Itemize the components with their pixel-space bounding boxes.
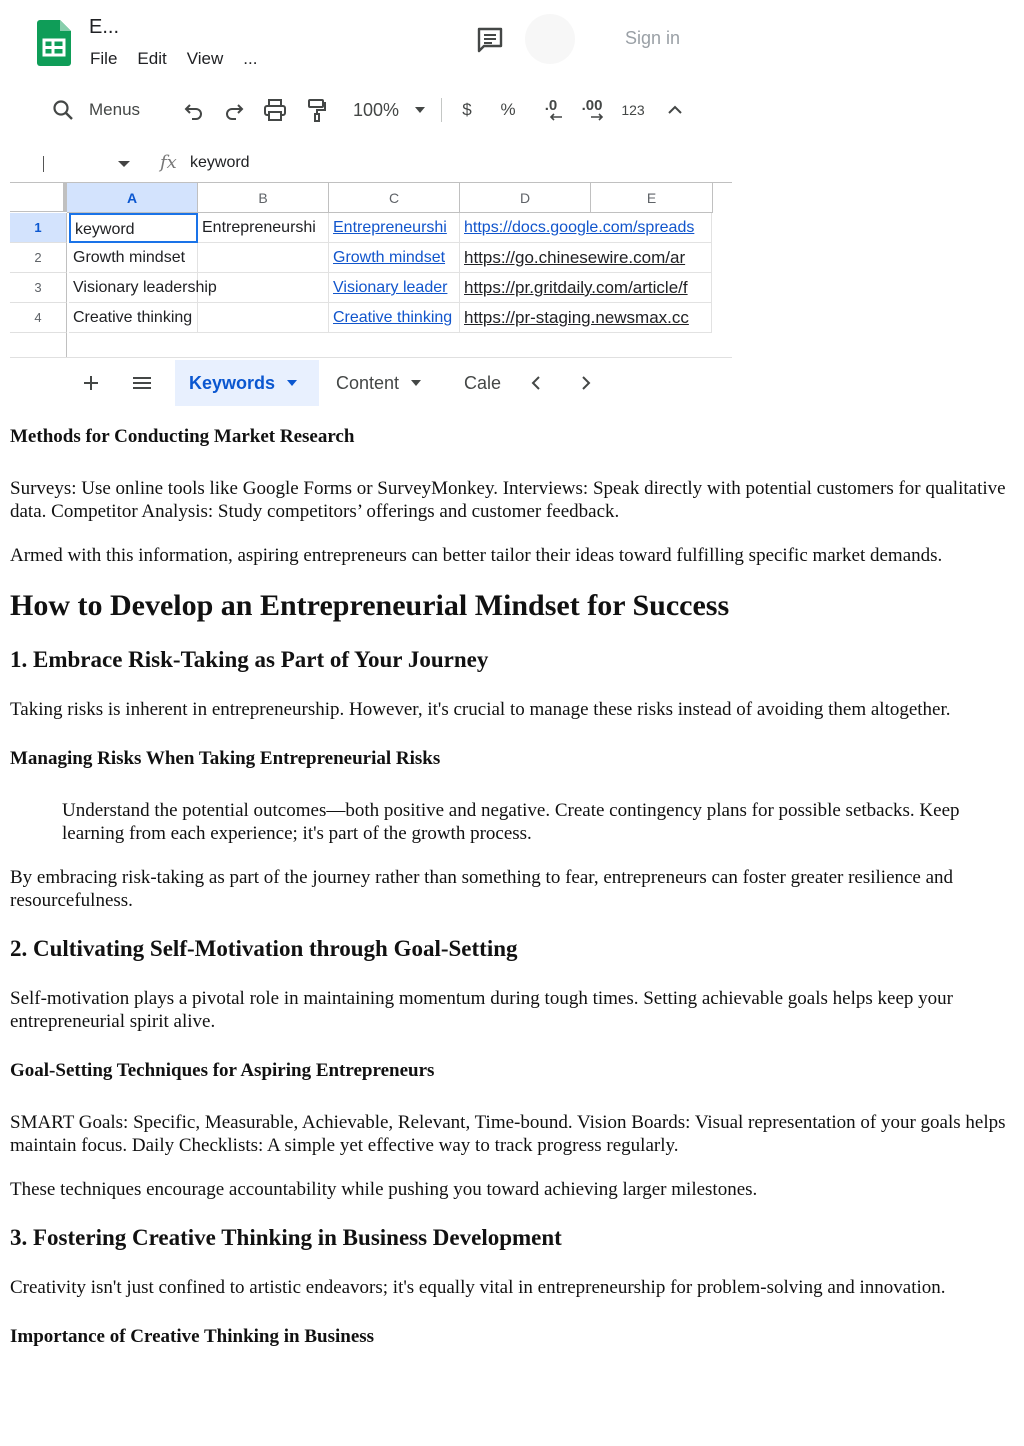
arrow-left-icon (548, 113, 564, 121)
row-header-5[interactable] (10, 333, 67, 357)
heading-managing-risks: Managing Risks When Taking Entrepreneurial Risks (10, 748, 441, 769)
heading-section-1: 1. Embrace Risk-Taking as Part of Your Journey (10, 647, 489, 672)
row-header-1[interactable]: 1 (10, 213, 67, 243)
sheets-logo-icon[interactable] (37, 20, 71, 66)
tab-keywords-label: Keywords (189, 372, 276, 393)
tab-content-label: Content (336, 372, 400, 393)
heading-methods: Methods for Conducting Market Research (10, 426, 355, 447)
redo-button[interactable] (220, 94, 248, 126)
paragraph-section-1: Taking risks is inherent in entrepreneurship. However, it's crucial to manage these risks instead of avoiding them altogether. (10, 699, 951, 720)
row-header-2[interactable]: 2 (10, 243, 67, 273)
cell-d3[interactable]: https://pr.gritdaily.com/article/f (460, 273, 712, 303)
number-format-button[interactable]: 123 (621, 102, 645, 118)
heading-main: How to Develop an Entrepreneurial Mindset for Success (10, 589, 730, 622)
cell-c3[interactable]: Visionary leader (329, 273, 460, 303)
spreadsheet-grid (10, 182, 732, 359)
heading-goal-setting: Goal-Setting Techniques for Aspiring Entrepreneurs (10, 1060, 435, 1081)
decrease-decimal-label: .0 (544, 97, 558, 114)
column-header-d[interactable]: D (460, 183, 591, 213)
cell-c1[interactable]: Entrepreneurshi (329, 213, 460, 243)
sheet-tab-bar (0, 360, 740, 406)
menu-file[interactable]: File (90, 49, 118, 68)
decrease-decimal-button[interactable] (536, 94, 566, 126)
paragraph-methods: Surveys: Use online tools like Google Forms or SurveyMonkey. Interviews: Speak directly with potential customers for qualitative data. Competitor Analysis: Study competitors’ offerings and customer feedback. (10, 478, 1006, 522)
chevron-down-icon[interactable] (118, 161, 130, 167)
search-icon (52, 99, 74, 121)
zoom-value: 100% (352, 99, 400, 120)
redo-icon (224, 100, 244, 120)
name-box[interactable] (43, 156, 44, 172)
comment-icon[interactable] (476, 26, 504, 54)
undo-button[interactable] (180, 94, 208, 126)
chevron-down-icon (411, 380, 421, 386)
fx-icon: fx (160, 152, 177, 173)
cell-d1[interactable]: https://docs.google.com/spreads (460, 213, 712, 243)
avatar (525, 14, 575, 64)
paragraph-accountability: These techniques encourage accountability while pushing you toward achieving larger milestones. (10, 1179, 758, 1200)
toolbar-divider (441, 98, 442, 122)
tab-keywords[interactable] (175, 360, 319, 406)
currency-format-button[interactable]: $ (462, 100, 472, 119)
select-all-corner[interactable] (10, 183, 67, 212)
paint-format-icon (307, 98, 327, 122)
chevron-up-icon (667, 105, 683, 115)
print-icon (263, 99, 287, 121)
row-header-4[interactable]: 4 (10, 303, 67, 333)
grid-bottom-border (10, 357, 732, 358)
toolbar (52, 94, 702, 126)
formula-bar (0, 148, 740, 180)
menu-more[interactable]: ... (243, 49, 258, 68)
menu-icon (132, 376, 152, 390)
document-title[interactable]: E... (89, 16, 120, 38)
menu-view[interactable]: View (186, 49, 224, 68)
chevron-down-icon (287, 380, 297, 386)
cell-a4[interactable]: Creative thinking (69, 303, 198, 333)
paragraph-embracing: By embracing risk-taking as part of the journey rather than something to fear, entrepreneurs can foster greater resilience and resourcefulness. (10, 867, 954, 911)
menu-bar (90, 49, 257, 69)
article-body (10, 426, 1010, 1348)
paint-format-button[interactable] (302, 94, 332, 126)
chevron-right-icon (581, 375, 591, 391)
cell-a2[interactable]: Growth mindset (69, 243, 198, 273)
increase-decimal-label: .00 (581, 97, 603, 114)
cell-b4[interactable] (198, 303, 329, 333)
sign-in-button[interactable]: Sign in (625, 28, 681, 48)
chevron-left-icon (531, 375, 541, 391)
cell-c2[interactable]: Growth mindset (329, 243, 460, 273)
add-sheet-button[interactable] (80, 360, 102, 406)
formula-input[interactable]: keyword (190, 154, 250, 171)
cell-a1[interactable]: keyword (69, 213, 198, 243)
heading-section-3: 3. Fostering Creative Thinking in Business Development (10, 1225, 562, 1250)
menu-edit[interactable]: Edit (137, 49, 167, 68)
undo-icon (184, 100, 204, 120)
column-header-e[interactable]: E (591, 183, 713, 213)
menus-search-button[interactable] (52, 94, 152, 126)
cell-b1[interactable]: Entrepreneurshi (198, 213, 329, 243)
paragraph-section-2: Self-motivation plays a pivotal role in maintaining momentum during tough times. Setting achievable goals helps keep your entrepreneurial spirit alive. (10, 988, 953, 1032)
heading-creative-importance: Importance of Creative Thinking in Business (10, 1326, 375, 1347)
spreadsheet-embed (0, 0, 740, 420)
collapse-toolbar-button[interactable] (664, 94, 686, 126)
cell-c4[interactable]: Creative thinking (329, 303, 460, 333)
cell-b2[interactable] (198, 243, 329, 273)
tab-calendar[interactable] (464, 360, 501, 406)
plus-icon (83, 375, 99, 391)
tab-content[interactable] (336, 360, 421, 406)
column-header-a[interactable]: A (67, 183, 198, 213)
paragraph-managing-risks: Understand the potential outcomes—both positive and negative. Create contingency plans for possible setbacks. Keep learning from each experience; it's part of the growth process. (62, 800, 960, 844)
percent-format-button[interactable]: % (500, 100, 516, 119)
heading-section-2: 2. Cultivating Self-Motivation through Goal-Setting (10, 936, 518, 961)
cell-d4[interactable]: https://pr-staging.newsmax.cc (460, 303, 712, 333)
zoom-select[interactable] (348, 94, 430, 126)
menus-label: Menus (89, 100, 141, 119)
paragraph-section-3: Creativity isn't just confined to artistic endeavors; it's equally vital in entrepreneurship for problem-solving and innovation. (10, 1277, 946, 1298)
scroll-tabs-right-button[interactable] (578, 360, 594, 406)
cell-a3[interactable]: Visionary leadership (69, 273, 198, 303)
print-button[interactable] (260, 94, 290, 126)
all-sheets-button[interactable] (130, 360, 154, 406)
row-header-3[interactable]: 3 (10, 273, 67, 303)
tab-calendar-label: Cale (464, 372, 502, 393)
column-header-b[interactable]: B (198, 183, 329, 213)
paragraph-goal-setting: SMART Goals: Specific, Measurable, Achievable, Relevant, Time-bound. Vision Boards: Visual representation of your goals helps maintain focus. Daily Checklists: A simple yet effective way to track progress regularly. (10, 1112, 1006, 1156)
paragraph-armed: Armed with this information, aspiring entrepreneurs can better tailor their ideas toward fulfilling specific market demands. (10, 545, 943, 566)
arrow-right-icon (589, 113, 605, 121)
cell-b3[interactable] (198, 273, 329, 303)
increase-decimal-button[interactable] (576, 94, 608, 126)
cell-d2[interactable]: https://go.chinesewire.com/ar (460, 243, 712, 273)
column-header-c[interactable]: C (329, 183, 460, 213)
chevron-down-icon (415, 107, 425, 113)
scroll-tabs-left-button[interactable] (528, 360, 544, 406)
